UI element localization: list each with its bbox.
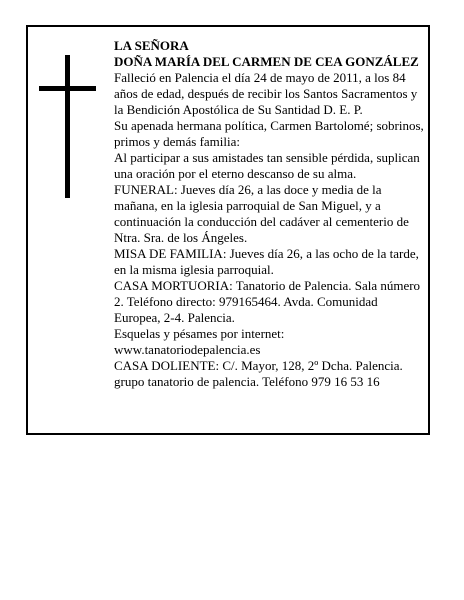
obituary-text <box>114 38 426 390</box>
funeral-info: FUNERAL: Jueves día 26, a las doce y media de la mañana, en la iglesia parroquial de San Miguel, y a continuación la conducción del cadáver al cementerio de Ntra. Sra. de los Ángeles. <box>114 182 409 245</box>
online-condolences: Esquelas y pésames por internet: www.tanatoriodepalencia.es <box>114 326 285 357</box>
family-mass-info: MISA DE FAMILIA: Jueves día 26, a las ocho de la tarde, en la misma iglesia parroquial. <box>114 246 419 277</box>
cross-icon-vertical-bar <box>65 55 70 198</box>
death-announcement: Falleció en Palencia el día 24 de mayo de 2011, a los 84 años de edad, después de recibir los Santos Sacramentos y la Bendición Apostólica de Su Santidad D. E. P. <box>114 70 418 117</box>
funeral-home-info: CASA MORTUORIA: Tanatorio de Palencia. Sala número 2. Teléfono directo: 979165464. Avda. Comunidad Europea, 2-4. Palencia. <box>114 278 421 325</box>
prayer-request: Al participar a sus amistades tan sensible pérdida, suplican una oración por el eterno descanso de su alma. <box>114 150 420 181</box>
deceased-name: DOÑA MARÍA DEL CARMEN DE CEA GONZÁLEZ <box>114 54 419 69</box>
title-line-1: LA SEÑORA <box>114 38 189 53</box>
cross-icon-horizontal-bar <box>39 86 96 91</box>
family-home-address: CASA DOLIENTE: C/. Mayor, 128, 2º Dcha. Palencia. <box>114 358 403 373</box>
funeral-group-phone: grupo tanatorio de palencia. Teléfono 979 16 53 16 <box>114 374 380 389</box>
family-mourners: Su apenada hermana política, Carmen Bartolomé; sobrinos, primos y demás familia: <box>114 118 424 149</box>
